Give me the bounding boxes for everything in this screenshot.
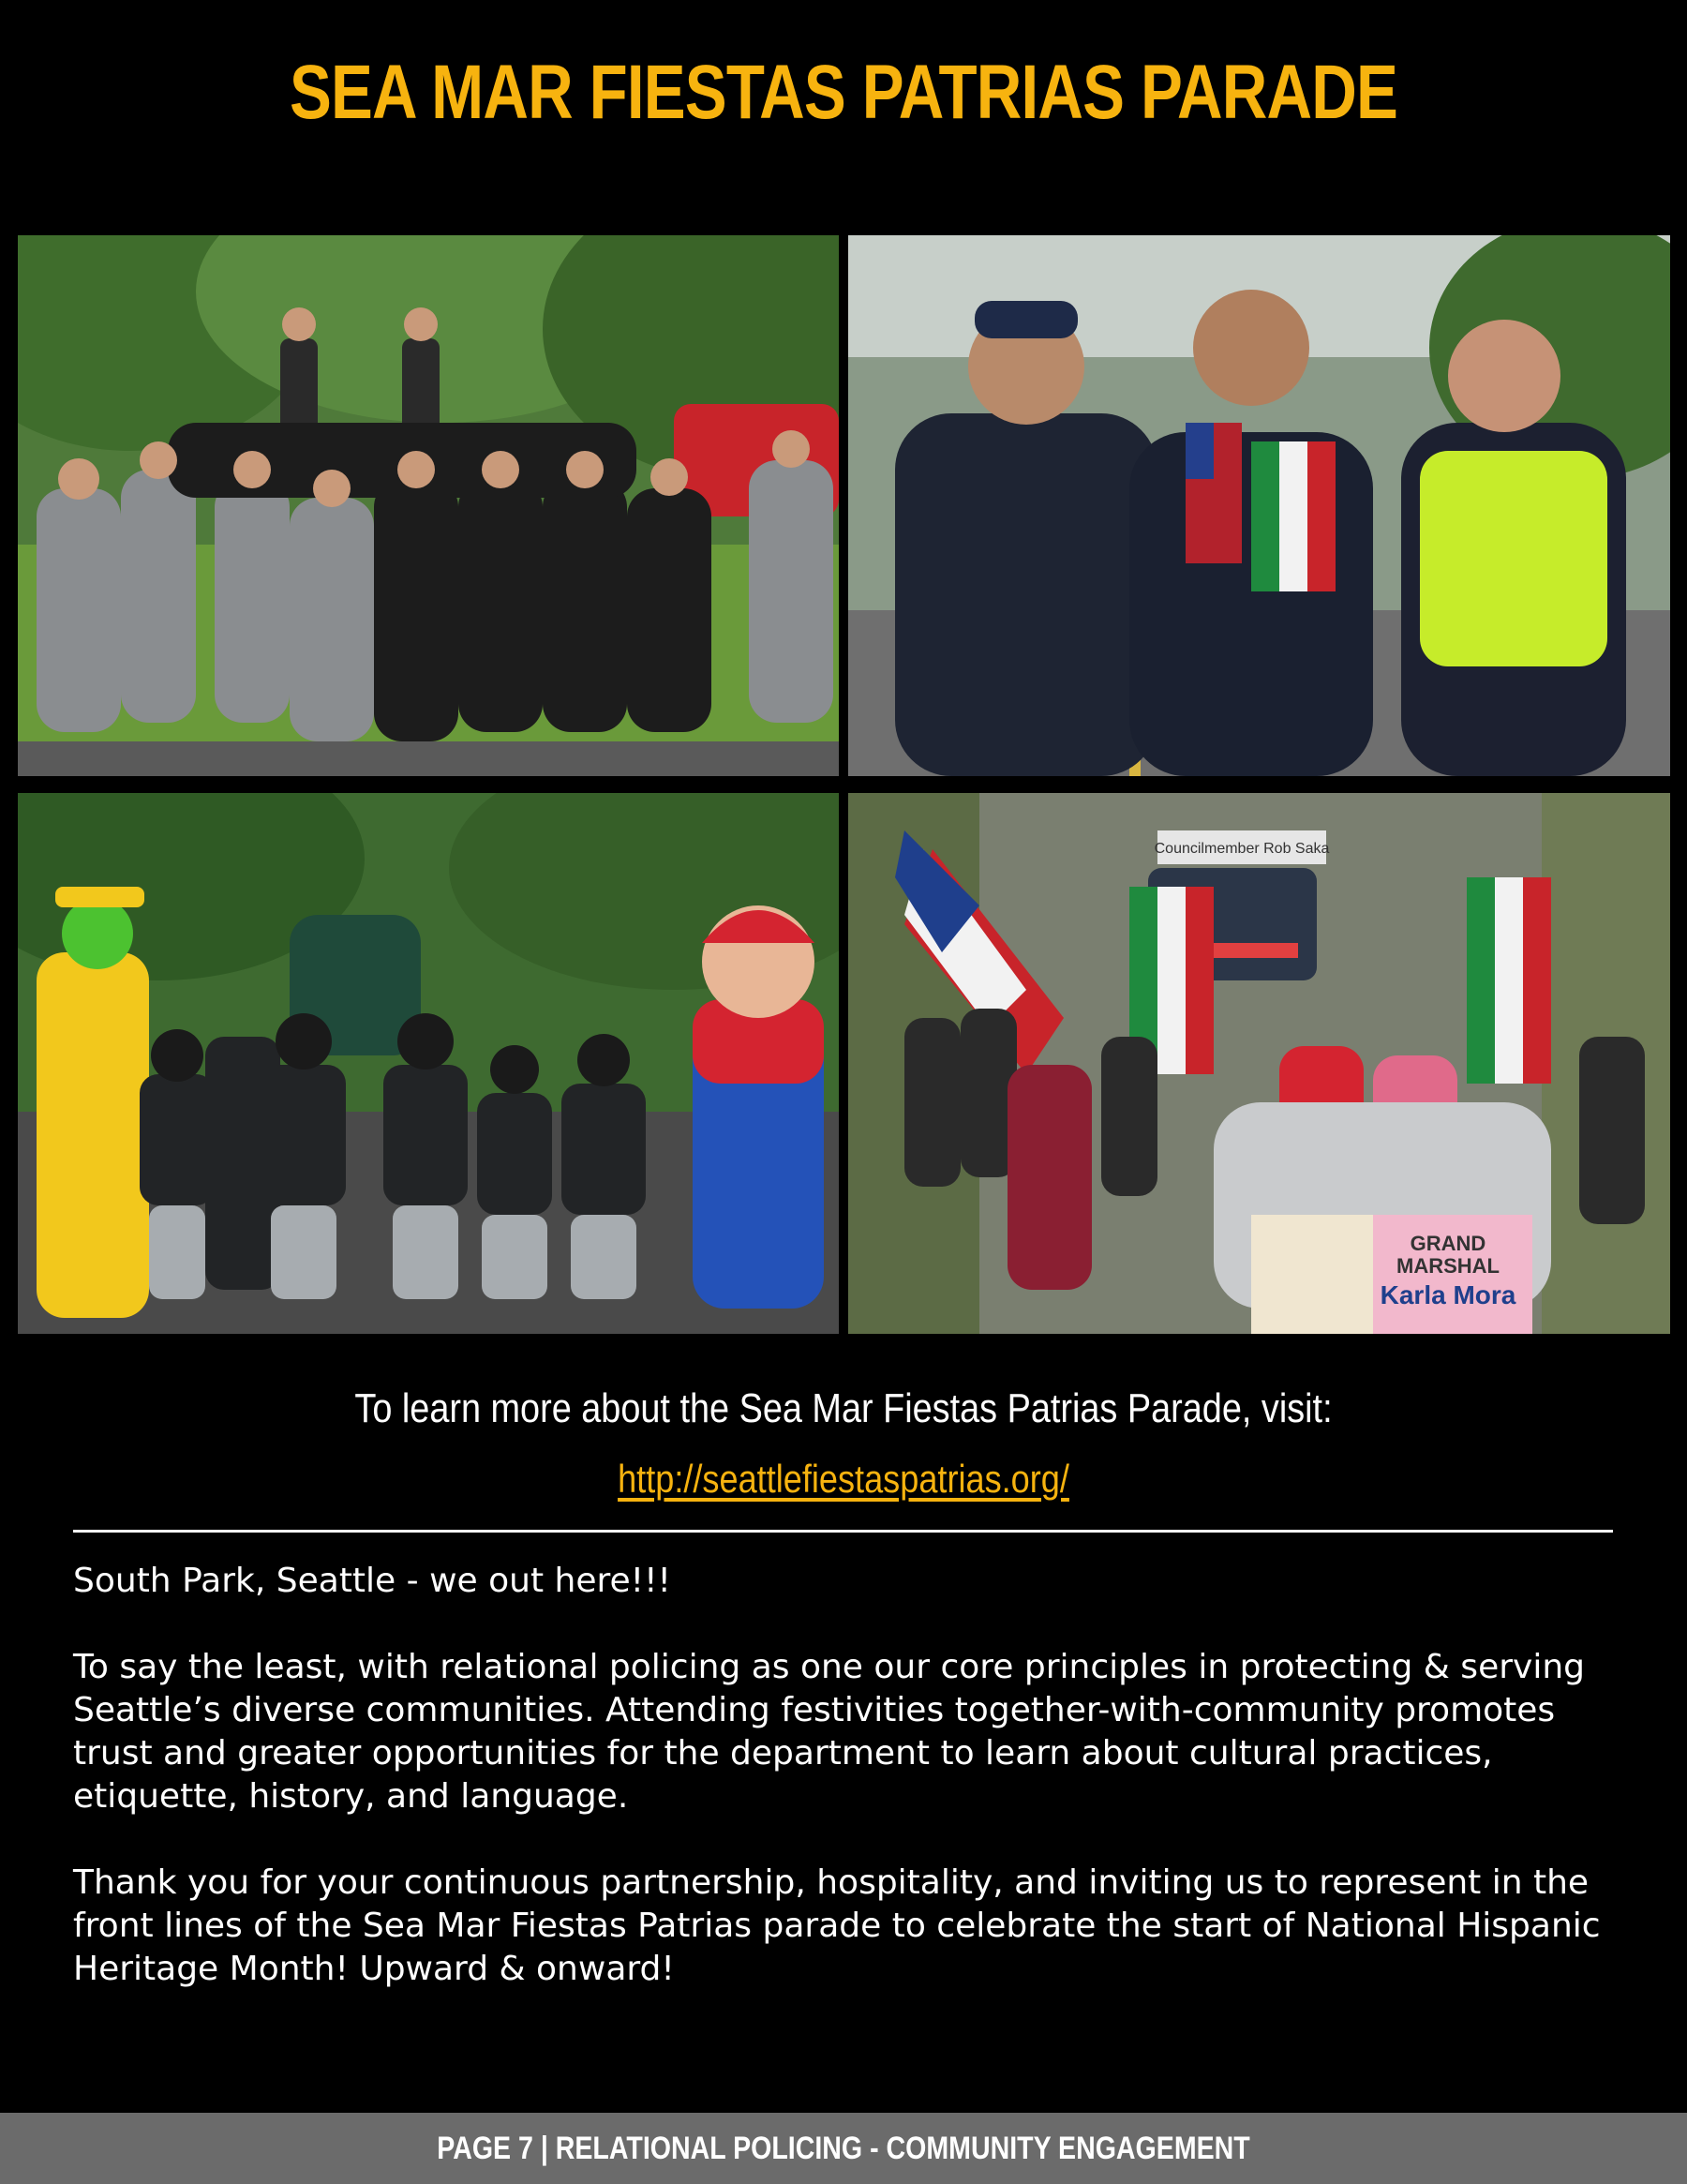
football-photo-illustration [18,793,839,1334]
section-divider [73,1530,1613,1533]
grand-marshal-banner-line1: GRAND [1410,1232,1486,1255]
thank-you-paragraph: Thank you for your continuous partnership, hospitality, and inviting us to represent in the front lines of the Sea Mar Fiestas Patrias parade to celebrate the start of National Hispanic Heritage Month! Upward & onward! [73,1863,1601,1988]
parade-photo-illustration [848,793,1670,1334]
learn-more-text: To learn more about the Sea Mar Fiestas Patrias Parade, visit: [354,1385,1333,1431]
parade-march-photo [848,793,1670,1334]
page-title: SEA MAR FIESTAS PATRIAS PARADE [289,50,1398,135]
intro-paragraph: South Park, Seattle - we out here!!! [73,1562,671,1600]
grand-marshal-banner-line2: MARSHAL [1396,1254,1500,1278]
fiestas-patrias-website-link[interactable]: http://seattlefiestaspatrias.org/ [618,1457,1069,1501]
football-team-with-mascots-photo [18,793,839,1334]
group-photo-officers-and-cadets [18,235,839,776]
officers-photo-illustration [848,235,1670,776]
footer-page-label: PAGE 7 | RELATIONAL POLICING - COMMUNITY ENGAGEMENT [437,2131,1250,2166]
grand-marshal-name: Karla Mora [1380,1280,1516,1309]
councilmember-sign: Councilmember Rob Saka [1154,841,1330,857]
group-photo-illustration [18,235,839,776]
relational-policing-paragraph: To say the least, with relational policing as one our core principles in protecting & serving Seattle’s diverse communities. Attending festivities together-with-community promotes trust and greater opportunities for the department to learn about cultural practices, etiquette, history, and language. [73,1648,1585,1816]
body-text [73,1560,1629,2034]
officers-with-flags-photo [848,235,1670,776]
footer-bar [0,2113,1687,2184]
